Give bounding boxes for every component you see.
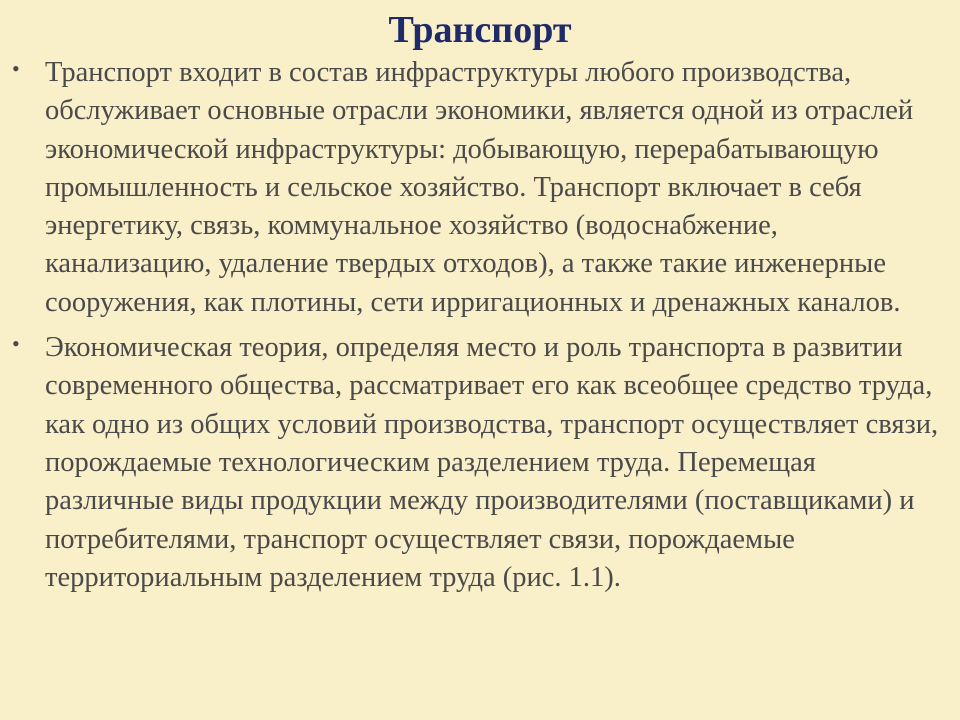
bullet-text: Экономическая теория, определяя место и роль транспорта в развитии современного общества, рассматривает его как всеобщее средство труда, как одно из общих условий производства, транспорт осуществляет связи, порождаемые технологическим разделением труда. Перемещая различные виды продукции между производителями (поставщиками) и потребителями, транспорт осуществляет связи, порождаемые территориальным разделением труда (рис. 1.1).: [45, 332, 939, 593]
bullet-list: [0, 54, 960, 604]
bullet-item: [0, 54, 960, 322]
bullet-item: [0, 329, 960, 597]
bullet-point-icon: •: [12, 331, 20, 357]
bullet-point-icon: •: [12, 56, 20, 81]
bullet-text: Транспорт входит в состав инфраструктуры любого производства, обслуживает основные отрасли экономики, является одной из отраслей экономической инфраструктуры: добывающую, перерабатывающую промышленность и сельское хозяйство. Транспорт включает в себя энергетику, связь, коммунальное хозяйство (водоснабжение, канализацию, удаление твердых отходов), а также такие инженерные сооружения, как плотины, сети ирригационных и дренажных каналов.: [45, 57, 914, 318]
slide-title: Транспорт: [388, 9, 572, 51]
